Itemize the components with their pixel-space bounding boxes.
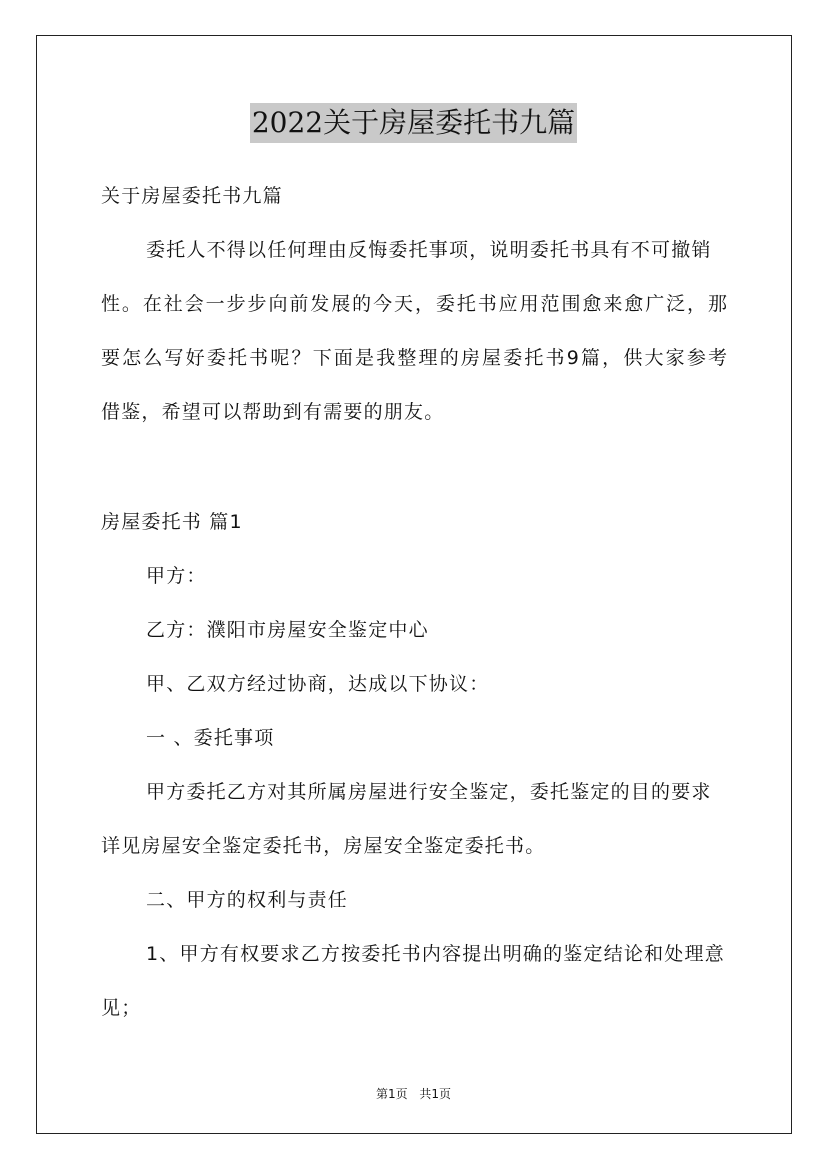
page-total: 共1页 xyxy=(419,1087,452,1101)
item2-line-2: 见； xyxy=(101,997,142,1019)
intro-line-3: 要怎么写好委托书呢？下面是我整理的房屋委托书9篇，供大家参考 xyxy=(101,347,727,369)
item1-line-2: 详见房屋安全鉴定委托书，房屋安全鉴定委托书。 xyxy=(101,835,546,857)
item1-heading: 一 、委托事项 xyxy=(146,727,275,749)
page-current: 第1页 xyxy=(375,1087,408,1101)
title-container xyxy=(0,103,827,143)
subtitle: 关于房屋委托书九篇 xyxy=(101,185,283,207)
agreement-text: 甲、乙双方经过协商，达成以下协议： xyxy=(146,673,490,695)
item2-heading: 二、甲方的权利与责任 xyxy=(146,889,349,911)
intro-line-2: 性。在社会一步步向前发展的今天，委托书应用范围愈来愈广泛，那 xyxy=(101,293,727,315)
document-title: 2022关于房屋委托书九篇 xyxy=(250,103,577,143)
item2-line-1: 1、甲方有权要求乙方按委托书内容提出明确的鉴定结论和处理意 xyxy=(146,943,725,965)
section-heading: 房屋委托书 篇1 xyxy=(101,511,243,533)
party-b: 乙方：濮阳市房屋安全鉴定中心 xyxy=(146,619,429,641)
item1-line-1: 甲方委托乙方对其所属房屋进行安全鉴定，委托鉴定的目的要求 xyxy=(146,781,712,803)
page-footer xyxy=(0,1085,827,1102)
intro-line-1: 委托人不得以任何理由反悔委托事项，说明委托书具有不可撤销 xyxy=(146,239,712,261)
intro-line-4: 借鉴，希望可以帮助到有需要的朋友。 xyxy=(101,401,445,423)
party-a: 甲方： xyxy=(146,565,207,587)
